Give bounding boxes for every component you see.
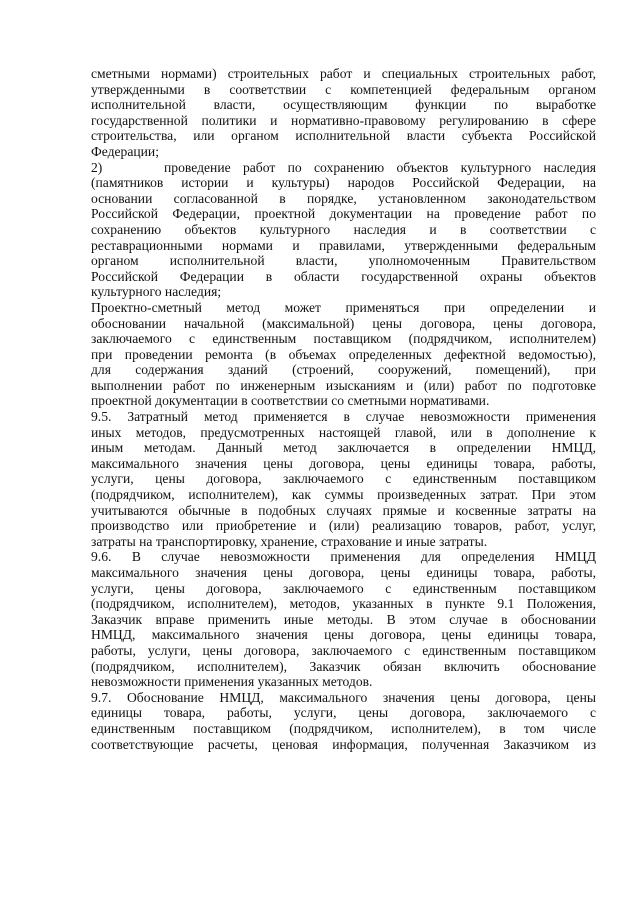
text-line: сметными нормами) строительных работ и специальных строительных работ, bbox=[91, 66, 596, 81]
text-line: единицы товара, работы, услуги, цены договора, заключаемого с bbox=[91, 705, 596, 721]
text-line: Проектно-сметный метод может применяться при определении и bbox=[91, 299, 596, 315]
text-line: при проведении ремонта (в объемах определенных дефектной ведомостью), bbox=[91, 346, 596, 362]
text-line: услуги, цены договора, заключаемого с единственным поставщиком bbox=[91, 471, 596, 487]
text-line: соответствующие расчеты, ценовая информация, полученная Заказчиком из bbox=[91, 736, 596, 752]
paragraph-9-5-cost-method bbox=[91, 409, 596, 549]
paragraph-design-estimate-method bbox=[91, 300, 596, 409]
text-line: невозможности применения указанных методов. bbox=[91, 674, 373, 690]
text-line: иных методов, предусмотренных настоящей главой, или в дополнение к bbox=[91, 424, 596, 440]
text-line: утвержденными в соответствии с компетенцией федеральным органом bbox=[91, 81, 596, 97]
text-line: 9.7. Обоснование НМЦД, максимального значения цены договора, цены bbox=[91, 689, 596, 705]
text-line: затраты на транспортировку, хранение, страхование и иные затраты. bbox=[91, 533, 488, 549]
text-line: иным методам. Данный метод заключается в определении НМЦД, bbox=[91, 440, 596, 456]
text-line: работы, услуги, цены договора, заключаемого с единственным поставщиком bbox=[91, 642, 596, 658]
text-line: Российской Федерации, проектной документации на проведение работ по bbox=[91, 206, 596, 222]
text-line: НМЦД, максимального значения цены договора, цены единицы товара, bbox=[91, 627, 596, 643]
document-page bbox=[91, 66, 596, 752]
text-line: выполнении работ по инженерным изысканиям и (или) работ по подготовке bbox=[91, 377, 596, 393]
text-line: реставрационными нормами и правилами, утвержденными федеральным bbox=[91, 237, 596, 253]
text-line: (памятников истории и культуры) народов Российской Федерации, на bbox=[91, 175, 596, 191]
paragraph-9-6-other-methods bbox=[91, 549, 596, 689]
text-line: органом исполнительной власти, уполномоченным Правительством bbox=[91, 253, 596, 269]
text-line: максимального значения цены договора, цены единицы товара, работы, bbox=[91, 565, 596, 580]
text-line: производство или приобретение и (или) реализацию товаров, работ, услуг, bbox=[91, 518, 596, 534]
text-line: Федерации; bbox=[91, 143, 159, 159]
text-line: максимального значения цены договора, цены единицы товара, работы, bbox=[91, 455, 596, 471]
text-line: заключаемого с единственным поставщиком (подрядчиком, исполнителем) bbox=[91, 331, 596, 347]
text-line: государственной политики и нормативно-правовому регулированию в сфере bbox=[91, 112, 596, 128]
text-line: основании согласованной в порядке, установленном законодательством bbox=[91, 190, 596, 206]
text-line: сохранению объектов культурного наследия и в соответствии с bbox=[91, 221, 596, 237]
text-line: исполнительной власти, осуществляющим функции по выработке bbox=[91, 97, 596, 113]
text-line: 9.6. В случае невозможности применения для определения НМЦД bbox=[91, 549, 596, 565]
text-line: (подрядчиком, исполнителем), как суммы произведенных затрат. При этом bbox=[91, 487, 596, 503]
text-line: строительства, или органом исполнительной власти субъекта Российской bbox=[91, 128, 596, 144]
text-line: Заказчик вправе применить иные методы. В этом случае в обосновании bbox=[91, 611, 596, 627]
text-line: проектной документации в соответствии со сметными нормативами. bbox=[91, 393, 490, 409]
text-line: единственным поставщиком (подрядчиком, исполнителем), в том числе bbox=[91, 720, 596, 736]
paragraph-estimate-standards bbox=[91, 66, 596, 160]
text-line: 2) проведение работ по сохранению объектов культурного наследия bbox=[91, 159, 596, 175]
text-line: услуги, цены договора, заключаемого с единственным поставщиком bbox=[91, 580, 596, 596]
text-line: учитываются обычные в подобных случаях прямые и косвенные затраты на bbox=[91, 502, 596, 518]
text-line: 9.5. Затратный метод применяется в случае невозможности применения bbox=[91, 409, 596, 425]
paragraph-item-2-cultural-heritage bbox=[91, 160, 596, 300]
text-line: культурного наследия; bbox=[91, 284, 222, 300]
text-line: (подрядчиком, исполнителем), Заказчик обязан включить обоснование bbox=[91, 658, 596, 674]
text-line: (подрядчиком, исполнителем), методов, указанных в пункте 9.1 Положения, bbox=[91, 596, 596, 612]
text-line: Российской Федерации в области государственной охраны объектов bbox=[91, 268, 596, 284]
text-line: для содержания зданий (строений, сооружений, помещений), при bbox=[91, 362, 596, 378]
paragraph-9-7-justification bbox=[91, 690, 596, 752]
text-line: обосновании начальной (максимальной) цены договора, цены договора, bbox=[91, 315, 596, 331]
